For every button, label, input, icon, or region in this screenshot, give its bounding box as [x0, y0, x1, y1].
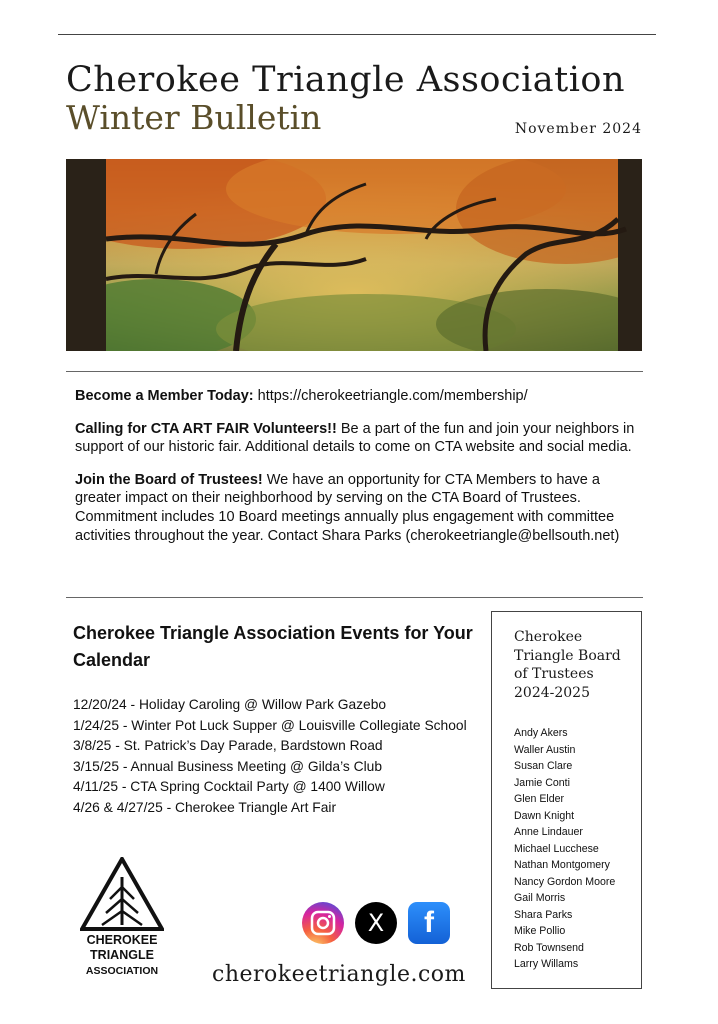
- top-divider: [58, 34, 656, 35]
- logo-text-line3: ASSOCIATION: [85, 965, 159, 977]
- board-title: Cherokee Triangle Board of Trustees 2024-2025: [514, 629, 621, 701]
- section-divider-1: [66, 371, 643, 372]
- event-item: 3/15/25 - Annual Business Meeting @ Gilda’s Club: [73, 758, 383, 774]
- board-member: Andy Akers: [514, 727, 568, 739]
- volunteer-notice: [75, 420, 635, 457]
- board-member: Jamie Conti: [514, 776, 570, 789]
- notices-section: [75, 387, 635, 559]
- board-member: Michael Lucchese: [514, 842, 599, 855]
- facebook-glyph: f: [424, 906, 434, 939]
- board-notice: [75, 471, 635, 545]
- facebook-icon[interactable]: [408, 902, 450, 944]
- logo-text-line1: CHEROKEE: [86, 933, 158, 947]
- board-notice-text: We have an opportunity for CTA Members to have a greater impact on their neighborhood by serving on the CTA Board of Trustees. Commitment includes 10 Board meetings annually plus engagement with committee activities throughout the year. Contact Shara Parks (cherokeetriangle@bellsouth.net): [75, 471, 620, 544]
- event-item: 1/24/25 - Winter Pot Luck Supper @ Louisville Collegiate School: [73, 717, 467, 733]
- board-member: Susan Clare: [514, 760, 573, 772]
- board-member: Mike Pollio: [514, 925, 566, 937]
- membership-label: Become a Member Today:: [75, 388, 254, 404]
- events-heading: Cherokee Triangle Association Events for Your Calendar: [73, 623, 473, 670]
- bulletin-date: November 2024: [514, 121, 642, 137]
- board-member: Larry Willams: [514, 958, 579, 970]
- event-item: 12/20/24 - Holiday Caroling @ Willow Park Gazebo: [73, 697, 387, 712]
- volunteer-label: Calling for CTA ART FAIR Volunteers!!: [75, 420, 337, 437]
- cherokee-triangle-logo-icon: [80, 857, 164, 987]
- x-icon[interactable]: [355, 902, 397, 944]
- board-member: Dawn Knight: [514, 809, 575, 822]
- x-glyph: X: [367, 909, 385, 937]
- instagram-icon[interactable]: [302, 902, 344, 944]
- autumn-trees-image: [66, 159, 642, 351]
- bulletin-title-line2: Winter Bulletin: [66, 98, 322, 137]
- board-member: Nancy Gordon Moore: [514, 875, 616, 888]
- board-notice-label: Join the Board of Trustees!: [75, 471, 263, 488]
- board-member: Glen Elder: [514, 793, 565, 805]
- board-member: Shara Parks: [514, 908, 573, 921]
- logo-text-line2: TRIANGLE: [90, 948, 154, 962]
- board-member: Gail Morris: [514, 892, 566, 904]
- membership-link[interactable]: https://cherokeetriangle.com/membership/: [253, 388, 528, 404]
- board-member-list: [514, 725, 615, 973]
- volunteer-text: Be a part of the fun and join your neighbors in support of our historic fair. Additional details to come on CTA website and social media.: [75, 420, 635, 456]
- event-item: 4/26 & 4/27/25 - Cherokee Triangle Art Fair: [73, 799, 337, 815]
- board-member: Waller Austin: [514, 743, 576, 756]
- board-member: Anne Lindauer: [514, 826, 583, 838]
- board-of-trustees-box: [491, 611, 642, 989]
- events-list: [73, 695, 473, 818]
- event-item: 4/11/25 - CTA Spring Cocktail Party @ 1400 Willow: [73, 779, 385, 794]
- autumn-trees-banner: [66, 159, 642, 351]
- board-member: Nathan Montgomery: [514, 859, 610, 871]
- board-member: Rob Townsend: [514, 941, 584, 954]
- event-item: 3/8/25 - St. Patrick’s Day Parade, Bardstown Road: [73, 738, 383, 753]
- membership-notice: [75, 387, 635, 406]
- section-divider-2: [66, 597, 643, 598]
- website-link[interactable]: cherokeetriangle.com: [212, 962, 466, 987]
- bulletin-title-line1: Cherokee Triangle Association: [66, 60, 626, 100]
